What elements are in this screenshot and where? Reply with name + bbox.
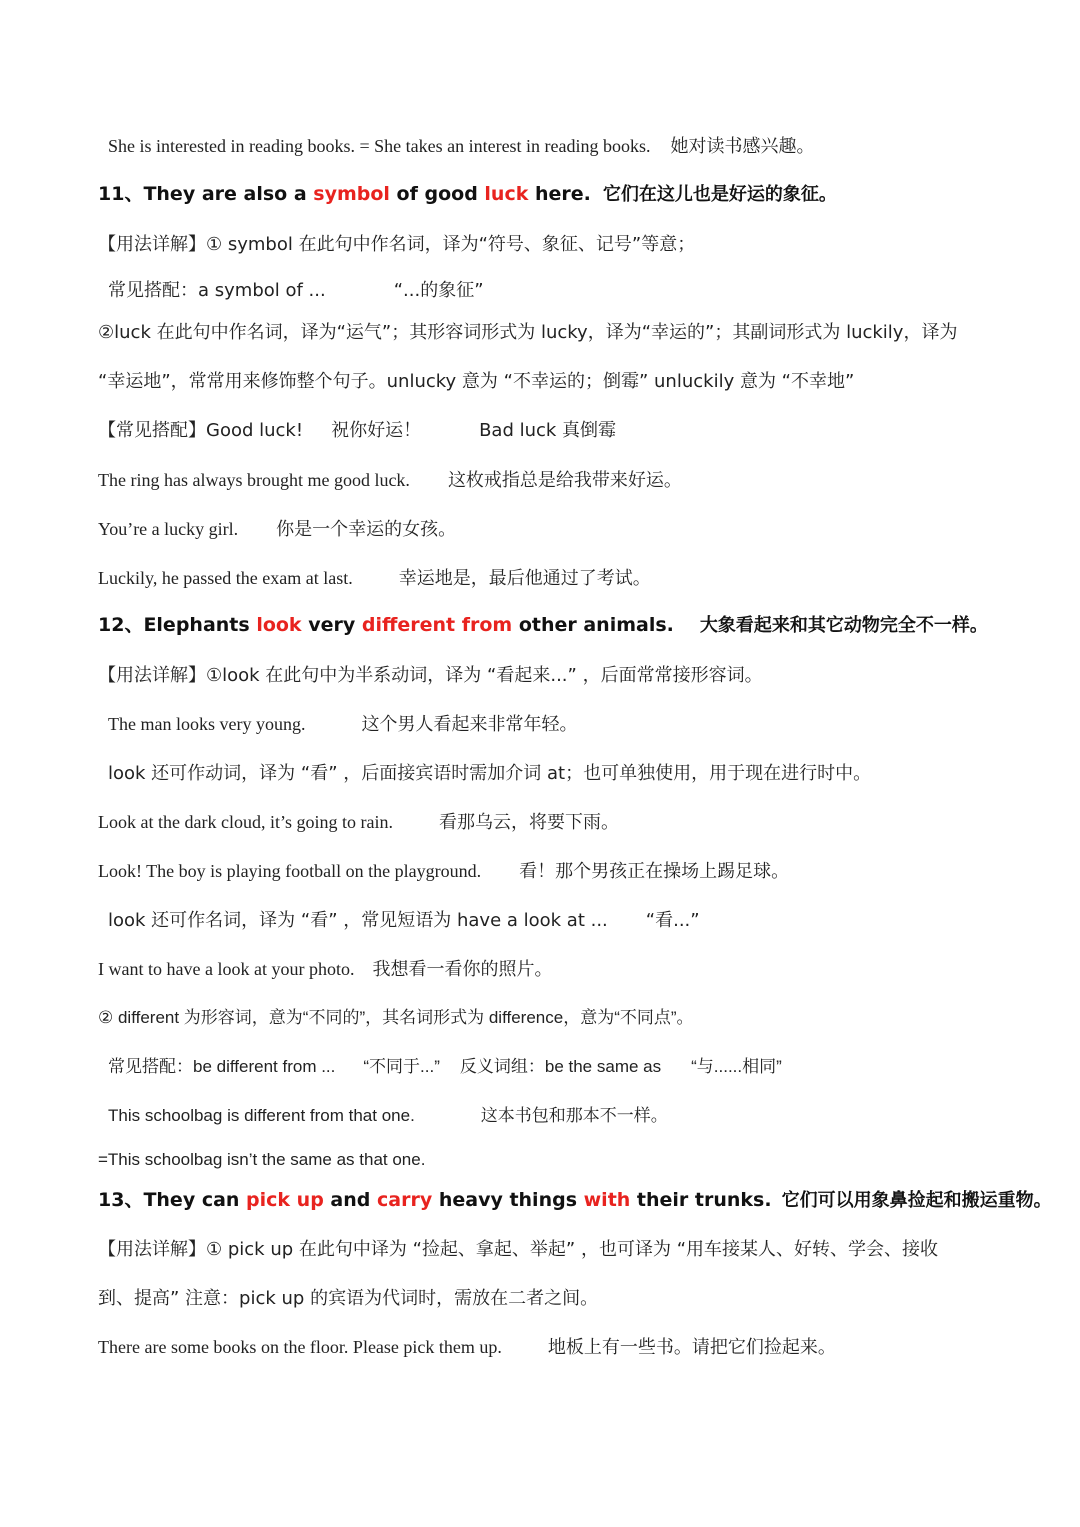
highlight-word: luck [484,183,529,205]
example-line: The man looks very young. 这个男人看起来非常年轻。 [108,714,578,735]
example-line: This schoolbag is different from that one. 这本书包和那本不一样。 [108,1106,668,1125]
example-line: There are some books on the floor. Please pick them up. 地板上有一些书。请把它们捡起来。 [98,1337,836,1358]
usage-note: ② different 为形容词，意为“不同的”，其名词形式为 difference，意为“不同点”。 [98,1008,694,1027]
usage-note: 【用法详解】①look 在此句中为半系动词，译为 “看起来...” ，后面常常接形容词。 [98,665,763,686]
collocation-line: 【常见搭配】Good luck! 祝你好运！ Bad luck 真倒霉 [98,420,617,441]
section-heading-11: 11、They are also a symbol of good luck here. 它们在这儿也是好运的象征。 [98,183,837,205]
example-line: Luckily, he passed the exam at last. 幸运地是，最后他通过了考试。 [98,568,651,589]
usage-note: 到、提高” 注意：pick up 的宾语为代词时，需放在二者之间。 [98,1288,599,1309]
example-line: =This schoolbag isn’t the same as that one. [98,1150,426,1169]
example-line: I want to have a look at your photo. 我想看一看你的照片。 [98,959,553,980]
example-line: Look! The boy is playing football on the playground. 看！那个男孩正在操场上踢足球。 [98,861,790,882]
example-line: The ring has always brought me good luck. 这枚戒指总是给我带来好运。 [98,470,682,491]
highlight-word: carry [377,1189,433,1211]
usage-note: 【用法详解】① pick up 在此句中译为 “捡起、拿起、举起” ，也可译为 “用车接某人、好转、学会、接收 [98,1239,939,1260]
highlight-word: different from [361,614,513,636]
usage-note: ②luck 在此句中作名词，译为“运气”；其形容词形式为 lucky，译为“幸运的”；其副词形式为 luckily，译为 [98,322,958,343]
highlight-word: look [256,614,302,636]
highlight-word: pick up [246,1189,324,1211]
section-heading-12: 12、Elephants look very different from other animals. 大象看起来和其它动物完全不一样。 [98,614,988,636]
example-line: Look at the dark cloud, it’s going to rain. 看那乌云，将要下雨。 [98,812,619,833]
example-line: She is interested in reading books. = She takes an interest in reading books. 她对读书感兴趣。 [108,136,815,157]
usage-note: “幸运地”，常常用来修饰整个句子。unlucky 意为 “不幸运的；倒霉” unluckily 意为 “不幸地” [98,371,855,392]
collocation-line: 常见搭配：be different from ... “不同于...” 反义词组：be the same as “与......相同” [108,1057,782,1076]
highlight-word: with [583,1189,631,1211]
usage-note: look 还可作动词，译为 “看” ，后面接宾语时需加介词 at；也可单独使用，用于现在进行时中。 [108,763,872,784]
usage-note: 【用法详解】① symbol 在此句中作名词，译为“符号、象征、记号”等意； [98,234,696,255]
section-heading-13: 13、They can pick up and carry heavy things with their trunks. 它们可以用象鼻捡起和搬运重物。 [98,1189,1052,1211]
collocation-line: 常见搭配：a symbol of ... “...的象征” [108,280,484,301]
example-line: You’re a lucky girl. 你是一个幸运的女孩。 [98,519,457,540]
usage-note: look 还可作名词，译为 “看” ，常见短语为 have a look at ... “看...” [108,910,700,931]
highlight-word: symbol [313,183,390,205]
